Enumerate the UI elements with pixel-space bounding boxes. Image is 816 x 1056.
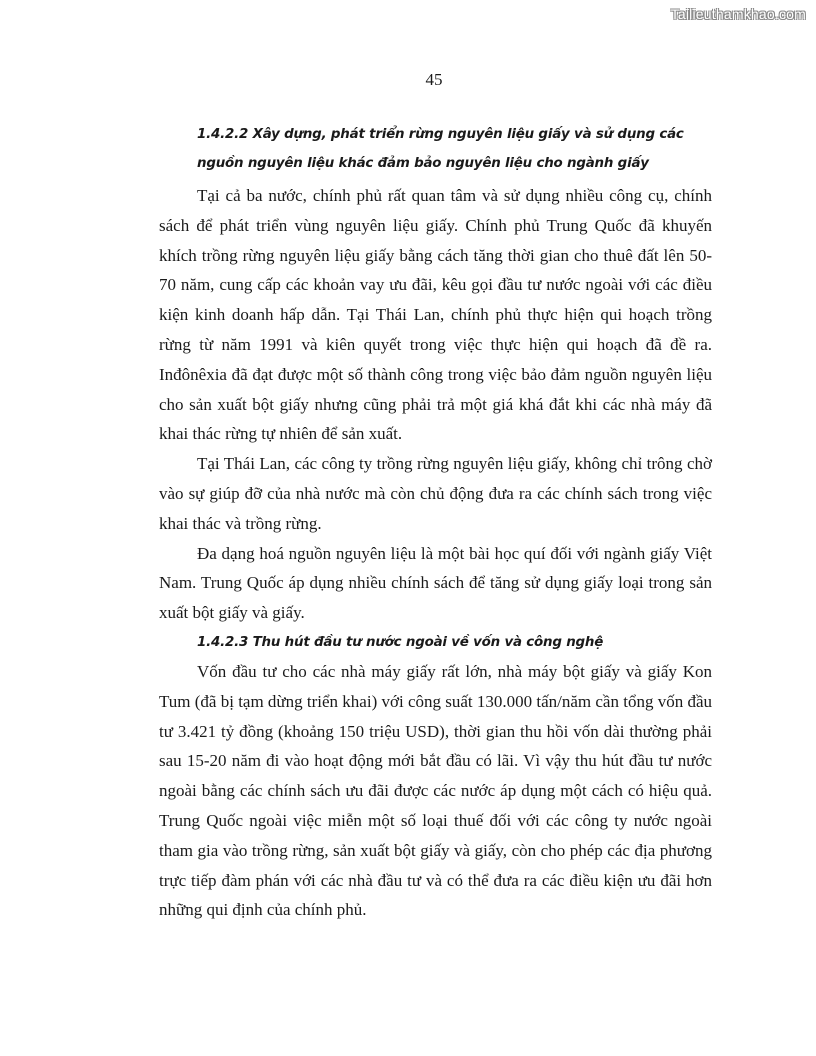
document-body	[159, 120, 712, 925]
page-number: 45	[425, 70, 443, 89]
watermark: Tailieuthamkhao.com	[670, 6, 806, 22]
section-heading-1-4-2-3: 1.4.2.3 Thu hút đầu tư nước ngoài về vốn và công nghệ	[197, 634, 604, 650]
paragraph-foreign-investment: Vốn đầu tư cho các nhà máy giấy rất lớn, nhà máy bột giấy và giấy Kon Tum (đã bị tạm dừng triển khai) với công suất 130.000 tấn/năm cần tổng vốn đầu tư 3.421 tỷ đồng (khoảng 150 triệu USD), thời gian thu hồi vốn dài thường phải sau 15-20 năm đi vào hoạt động mới bắt đầu có lãi. Vì vậy thu hút đầu tư nước ngoài bằng các chính sách ưu đãi được các nước áp dụng một cách có hiệu quả. Trung Quốc ngoài việc miễn một số loại thuế đối với các công ty nước ngoài tham gia vào trồng rừng, sản xuất bột giấy và giấy, còn cho phép các địa phương trực tiếp đàm phán với các nhà đầu tư và có thể đưa ra các điều kiện ưu đãi hơn những qui định của chính phủ.	[159, 661, 712, 920]
paragraph-thailand-companies: Tại Thái Lan, các công ty trồng rừng nguyên liệu giấy, không chỉ trông chờ vào sự giúp đỡ của nhà nước mà còn chủ động đưa ra các chính sách trong việc khai thác và trồng rừng.	[159, 454, 712, 533]
paragraph-raw-materials-policy: Tại cả ba nước, chính phủ rất quan tâm và sử dụng nhiều công cụ, chính sách để phát triển vùng nguyên liệu giấy. Chính phủ Trung Quốc đã khuyến khích trồng rừng nguyên liệu giấy bằng cách tăng thời gian cho thuê đất lên 50-70 năm, cung cấp các khoản vay ưu đãi, kêu gọi đầu tư nước ngoài với các điều kiện kinh doanh hấp dẫn. Tại Thái Lan, chính phủ thực hiện qui hoạch trồng rừng từ năm 1991 và kiên quyết trong việc thực hiện qui hoạch đã đề ra. Inđônêxia đã đạt được một số thành công trong việc bảo đảm nguồn nguyên liệu cho sản xuất bột giấy nhưng cũng phải trả một giá khá đắt khi các nhà máy đã khai thác rừng tự nhiên để sản xuất.	[159, 186, 712, 444]
section-heading-1-4-2-2: 1.4.2.2 Xây dựng, phát triển rừng nguyên liệu giấy và sử dụng các nguồn nguyên liệu khác đảm bảo nguyên liệu cho ngành giấy	[197, 127, 684, 171]
paragraph-diversification: Đa dạng hoá nguồn nguyên liệu là một bài học quí đối với ngành giấy Việt Nam. Trung Quốc áp dụng nhiều chính sách để tăng sử dụng giấy loại trong sản xuất bột giấy và giấy.	[159, 543, 712, 623]
